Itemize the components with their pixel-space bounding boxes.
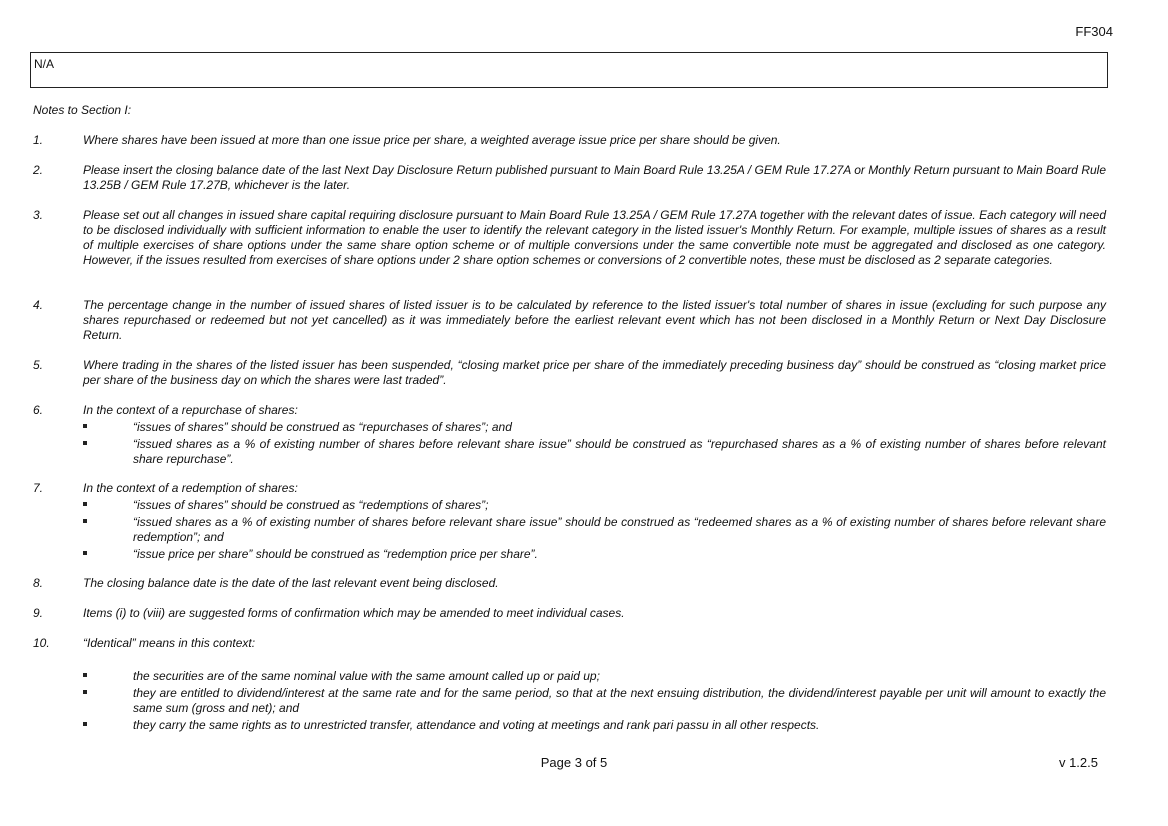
note-text: Items (i) to (viii) are suggested forms of confirmation which may be amended to meet individual cases. <box>83 606 625 620</box>
bullet-list <box>83 669 1106 733</box>
bullet-text: “issued shares as a % of existing number of shares before relevant share issue” should be construed as “repurchased shares as a % of existing number of shares before relevant share repurchase”. <box>133 437 1106 466</box>
note-text: The percentage change in the number of issued shares of listed issuer is to be calculated by reference to the listed issuer's total number of shares in issue (excluding for such purpose any shares repurchased or redeemed but not yet cancelled) as it was immediately before the earliest relevant event which has not been disclosed in a Monthly Return or Next Day Disclosure Return. <box>83 298 1106 342</box>
bullet-item <box>83 498 1106 513</box>
form-code: FF304 <box>1075 24 1113 39</box>
note-text: The closing balance date is the date of the last relevant event being disclosed. <box>83 576 499 590</box>
notes-title: Notes to Section I: <box>33 103 132 117</box>
bullet-text: “issues of shares” should be construed as “redemptions of shares”; <box>133 498 489 512</box>
bullet-text: “issues of shares” should be construed as “repurchases of shares”; and <box>133 420 512 434</box>
bullet-icon <box>83 690 87 694</box>
note-2 <box>33 163 1106 193</box>
bullet-item <box>83 437 1106 467</box>
bullet-text: “issue price per share” should be construed as “redemption price per share”. <box>133 547 538 561</box>
bullet-icon <box>83 551 87 555</box>
bullet-icon <box>83 502 87 506</box>
note-number: 6. <box>33 403 44 417</box>
bullet-text: the securities are of the same nominal value with the same amount called up or paid up; <box>133 669 600 683</box>
note-3 <box>33 208 1106 268</box>
note-8 <box>33 576 1106 591</box>
note-text: Where shares have been issued at more than one issue price per share, a weighted average issue price per share should be given. <box>83 133 781 147</box>
na-text-box: N/A <box>30 52 1108 88</box>
note-5 <box>33 358 1106 388</box>
note-number: 8. <box>33 576 44 590</box>
bullet-text: “issued shares as a % of existing number of shares before relevant share issue” should be construed as “redeemed shares as a % of existing number of shares before relevant share redemption”; and <box>133 515 1106 544</box>
bullet-item <box>83 686 1106 716</box>
note-number: 4. <box>33 298 44 312</box>
page-number: Page 3 of 5 <box>540 755 608 770</box>
note-number: 9. <box>33 606 44 620</box>
note-text: In the context of a redemption of shares: <box>83 481 298 495</box>
note-number: 3. <box>33 208 44 222</box>
note-4 <box>33 298 1106 343</box>
version-label: v 1.2.5 <box>1058 755 1098 770</box>
bullet-item <box>83 718 1106 733</box>
bullet-item <box>83 515 1106 545</box>
bullet-text: they carry the same rights as to unrestricted transfer, attendance and voting at meetings and rank pari passu in all other respects. <box>133 718 820 732</box>
note-7 <box>33 481 1106 564</box>
note-text: In the context of a repurchase of shares: <box>83 403 298 417</box>
bullet-icon <box>83 722 87 726</box>
note-number: 1. <box>33 133 44 147</box>
bullet-item <box>83 420 1106 435</box>
note-text: Where trading in the shares of the listed issuer has been suspended, “closing market price per share of the immediately preceding business day” should be construed as “closing market price per share of the business day on which the shares were last traded”. <box>83 358 1106 387</box>
note-6 <box>33 403 1106 469</box>
note-text: Please set out all changes in issued share capital requiring disclosure pursuant to Main Board Rule 13.25A / GEM Rule 17.27A together with the relevant dates of issue. Each category will need to be disclosed individually with sufficient information to enable the user to identify the relevant category in the listed issuer's Monthly Return. For example, multiple issues of shares as a result of multiple exercises of share options under the same share option scheme or of multiple conversions under the same convertible note must be aggregated and disclosed as one category. However, if the issues resulted from exercises of share options under 2 share option schemes or conversions of 2 convertible notes, these must be disclosed as 2 separate categories. <box>83 208 1106 267</box>
note-number: 5. <box>33 358 44 372</box>
bullet-list <box>83 498 1106 562</box>
note-number: 10. <box>33 636 50 650</box>
note-10 <box>33 636 1106 735</box>
note-number: 7. <box>33 481 44 495</box>
bullet-icon <box>83 441 87 445</box>
bullet-icon <box>83 424 87 428</box>
bullet-item <box>83 547 1106 562</box>
bullet-icon <box>83 673 87 677</box>
bullet-icon <box>83 519 87 523</box>
note-9 <box>33 606 1106 621</box>
note-1 <box>33 133 1106 148</box>
bullet-list <box>83 420 1106 467</box>
note-text: Please insert the closing balance date of the last Next Day Disclosure Return published pursuant to Main Board Rule 13.25A / GEM Rule 17.27A or Monthly Return pursuant to Main Board Rule 13.25B / GEM Rule 17.27B, whichever is the later. <box>83 163 1106 192</box>
note-text: “Identical” means in this context: <box>83 636 256 650</box>
bullet-text: they are entitled to dividend/interest at the same rate and for the same period, so that at the next ensuing distribution, the dividend/interest payable per unit will amount to exactly the same sum (gross and net); and <box>133 686 1106 715</box>
note-number: 2. <box>33 163 44 177</box>
bullet-item <box>83 669 1106 684</box>
